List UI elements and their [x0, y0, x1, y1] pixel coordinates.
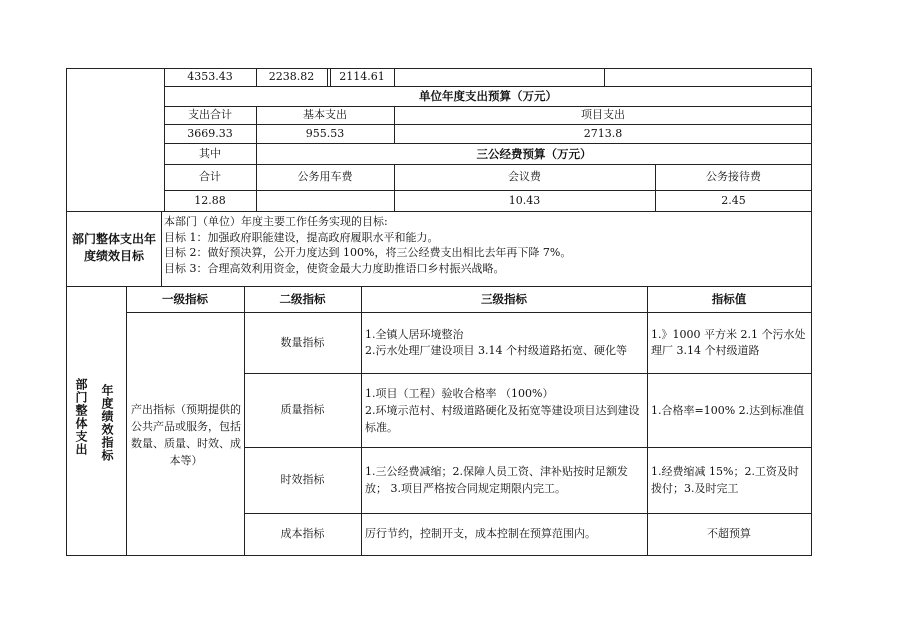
unit-budget-project-value: 2713.8 — [583, 126, 623, 140]
level3-quantity-line: 1.全镇人居环境整治 — [365, 327, 464, 341]
goal-2: 目标 2：做好预决算，公开力度达到 100%，将三公经费支出相比去年再下降 7%。 — [164, 246, 572, 259]
unit-budget-basic-value: 955.53 — [305, 126, 345, 140]
value-quality: 1.合格率=100% 2.达到标准值 — [651, 403, 805, 417]
goals-intro: 本部门（单位）年度主要工作任务实现的目标: — [164, 215, 388, 228]
goals-section-label: 部门整体支出年度绩效目标 — [71, 232, 156, 263]
indicator-side-label-b: 年度绩效指标 — [100, 384, 114, 462]
header-level3: 三级指标 — [481, 292, 527, 306]
col-line — [327, 68, 328, 86]
goal-1: 目标 1：加强政府职能建设，提高政府履职水平和能力。 — [164, 230, 439, 244]
level2-cost: 成本指标 — [280, 527, 325, 540]
outer-left-border — [66, 68, 67, 555]
level2-quantity: 数量指标 — [280, 335, 325, 349]
header-level1: 一级指标 — [162, 292, 208, 306]
level1-output-indicator: 产出指标（预期提供的公共产品或服务，包括数量、质量、时效、成本等） — [131, 403, 241, 467]
value-cost: 不超预算 — [707, 527, 751, 540]
level3-quantity-line: 2.污水处理厂建设项目 3.14 个村级道路拓宽、硬化等 — [365, 343, 627, 357]
col-line — [126, 286, 127, 555]
section-line — [66, 211, 812, 212]
level3-quality-line: 1.项目（工程）验收合格率 （100%） — [365, 386, 554, 400]
indicator-side-label-a: 部门整体支出 — [74, 378, 88, 456]
level3-timeliness: 1.三公经费减缩；2.保障人员工资、津补贴按时足额发放； 3.项目严格按合同规定期限内完工。 — [365, 465, 628, 495]
sangong-left-label: 其中 — [199, 146, 221, 160]
unit-budget-title: 单位年度支出预算（万元） — [419, 89, 557, 103]
unit-budget-header-basic: 基本支出 — [303, 108, 347, 121]
level3-cost: 厉行节约，控制开支，成本控制在预算范围内。 — [365, 527, 596, 540]
value-quantity: 1.》1000 平方米 2.1 个污水处理厂 3.14 个村级道路 — [651, 327, 806, 357]
level2-timeliness: 时效指标 — [280, 473, 325, 486]
unit-budget-total-value: 3669.33 — [187, 126, 233, 140]
level3-quantity — [361, 312, 647, 373]
budget-project-value: 2114.61 — [339, 70, 385, 83]
sangong-title: 三公经费预算（万元） — [476, 146, 592, 161]
sangong-header-meeting: 会议费 — [508, 170, 541, 183]
sangong-reception-value: 2.45 — [721, 193, 746, 207]
col-line — [604, 68, 605, 86]
value-timeliness: 1.经费缩减 15%；2.工资及时拨付；3.及时完工 — [651, 465, 799, 495]
col-line — [161, 211, 162, 286]
col-line — [394, 68, 395, 86]
goals-text — [164, 214, 804, 276]
level2-quality: 质量指标 — [280, 403, 325, 416]
goal-3: 目标 3：合理高效利用资金，使资金最大力度助推语口乡村振兴战略。 — [164, 261, 505, 275]
sangong-car-value — [256, 190, 394, 211]
unit-budget-header-total: 支出合计 — [188, 108, 232, 121]
sangong-header-total: 合计 — [199, 170, 221, 183]
level3-quality — [361, 373, 647, 447]
budget-total-value: 4353.43 — [187, 70, 233, 83]
header-value: 指标值 — [711, 292, 747, 306]
sangong-header-car: 公务用车费 — [297, 170, 353, 183]
header-level2: 二级指标 — [279, 292, 326, 306]
unit-budget-header-project: 项目支出 — [581, 108, 625, 121]
level3-quality-line: 2.环境示范村、村级道路硬化及拓宽等建设项目达到建设标准。 — [365, 403, 640, 434]
budget-basic-value: 2238.82 — [268, 70, 315, 83]
sangong-meeting-value: 10.43 — [508, 193, 541, 207]
sangong-total-value: 12.88 — [194, 193, 226, 207]
sangong-header-reception: 公务接待费 — [706, 170, 761, 183]
table-bottom-border — [66, 555, 812, 556]
